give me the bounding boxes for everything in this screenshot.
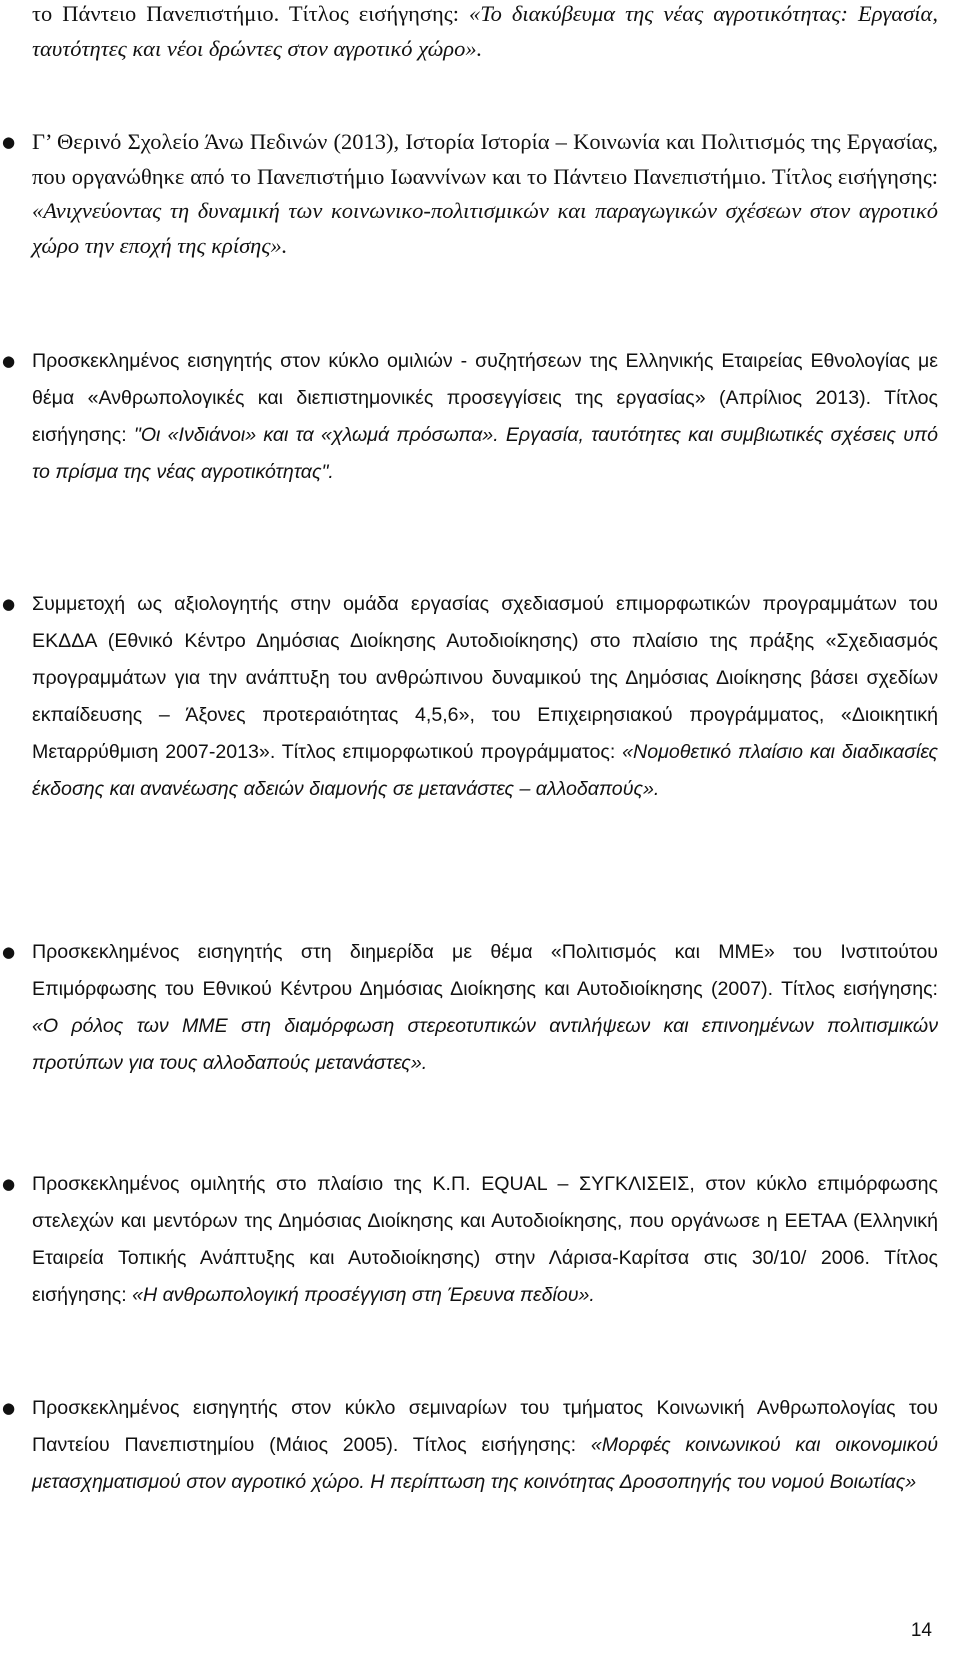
item-text: το Πάντειο Πανεπιστήμιο. Τίτλος εισήγησης: bbox=[32, 1, 469, 26]
lecture-title: «Η ανθρωπολογική προσέγγιση στη Έρευνα πεδίου». bbox=[132, 1284, 595, 1306]
list-item bbox=[32, 0, 938, 66]
lecture-title: "Οι «Ινδιάνοι» και τα «χλωμά πρόσωπα». Εργασία, ταυτότητες και συμβιωτικές σχέσεις υπό το πρίσμα της νέας αγροτικότητας". bbox=[32, 424, 938, 483]
bullet-icon: ● bbox=[2, 1175, 16, 1193]
lecture-title: «Μορφές κοινωνικού και οικονομικού μετασχηματισμού στον αγροτικό χώρο. Η περίπτωση της κοινότητας Δροσοπηγής του νομού Βοιωτίας» bbox=[32, 1434, 938, 1493]
item-paragraph bbox=[32, 934, 938, 1082]
bullet-icon: ● bbox=[2, 133, 16, 151]
item-text: Προσκεκλημένος εισηγητής στον κύκλο σεμιναρίων του τμήματος Κοινωνική Ανθρωπολογίας του Παντείου Πανεπιστημίου (Μάιος 2005). Τίτλος εισήγησης: bbox=[32, 1397, 938, 1456]
bullet-icon: ● bbox=[2, 943, 16, 961]
lecture-title: «Ο ρόλος των ΜΜΕ στη διαμόρφωση στερεοτυπικών αντιλήψεων και επινοημένων πολιτισμικών προτύπων για τους αλλοδαπούς μετανάστες». bbox=[32, 1015, 938, 1074]
lecture-title: «Το διακύβευμα της νέας αγροτικότητας: Εργασία, ταυτότητες και νέοι δρώντες στον αγροτικό χώρο». bbox=[32, 1, 938, 61]
item-text: Προσκεκλημένος ομιλητής στο πλαίσιο της Κ.Π. EQUAL – ΣΥΓΚΛΙΣΕΙΣ, στον κύκλο επιμόρφωσης στελεχών και μεντόρων της Δημόσιας Διοίκησης και Αυτοδιοίκησης, που οργάνωσε η ΕΕΤΑΑ (Ελληνική Εταιρεία Τοπικής Ανάπτυξης και Αυτοδιοίκησης) στην Λάρισα-Καρίτσα στις 30/10/ 2006. Τίτλος εισήγησης: bbox=[32, 1173, 938, 1306]
item-paragraph bbox=[32, 343, 938, 491]
bullet-icon: ● bbox=[2, 1399, 16, 1417]
lecture-title: «Ανιχνεύοντας τη δυναμική των κοινωνικο-πολιτισμικών και παραγωγικών σχέσεων στον αγροτικό χώρο την εποχή της κρίσης». bbox=[32, 198, 938, 258]
list-item bbox=[2, 343, 938, 491]
item-text: Συμμετοχή ως αξιολογητής στην ομάδα εργασίας σχεδιασμού επιμορφωτικών προγραμμάτων του ΕΚΔΔΑ (Εθνικό Κέντρο Δημόσιας Διοίκησης Αυτοδιοίκησης) στο πλαίσιο της πράξης «Σχεδιασμός προγραμμάτων για την ανάπτυξη του ανθρώπινου δυναμικού της Δημόσιας Διοίκησης βάσει σχεδίων εκπαίδευσης – Άξονες προτεραιότητας 4,5,6», του Επιχειρησιακού προγράμματος, «Διοικητική Μεταρρύθμιση 2007-2013». Τίτλος επιμορφωτικού προγράμματος: bbox=[32, 593, 938, 763]
page-number: 14 bbox=[910, 1620, 932, 1641]
item-paragraph bbox=[32, 1166, 938, 1314]
item-text: Προσκεκλημένος εισηγητής στη διημερίδα με θέμα «Πολιτισμός και ΜΜΕ» του Ινστιτούτου Επιμόρφωσης του Εθνικού Κέντρου Δημόσιας Διοίκησης και Αυτοδιοίκησης (2007). Τίτλος εισήγησης: bbox=[32, 941, 938, 1000]
list-item bbox=[2, 125, 938, 263]
bullet-icon: ● bbox=[2, 352, 16, 370]
item-paragraph bbox=[32, 1390, 938, 1501]
list-item bbox=[2, 586, 939, 808]
item-paragraph bbox=[32, 0, 938, 66]
item-paragraph bbox=[32, 125, 938, 263]
item-text: Προσκεκλημένος εισηγητής στον κύκλο ομιλιών - συζητήσεων της Ελληνικής Εταιρείας Εθνολογίας με θέμα «Ανθρωπολογικές και διεπιστημονικές προσεγγίσεις της εργασίας» (Απρίλιος 2013). Τίτλος εισήγησης: bbox=[32, 350, 938, 446]
program-title: «Νομοθετικό πλαίσιο και διαδικασίες έκδοσης και ανανέωσης αδειών διαμονής σε μετανάστες – αλλοδαπούς». bbox=[32, 741, 939, 800]
bullet-icon: ● bbox=[2, 595, 16, 613]
item-paragraph bbox=[32, 586, 938, 808]
list-item bbox=[2, 934, 938, 1082]
item-text: Γ’ Θερινό Σχολείο Άνω Πεδινών (2013), Ιστορία Ιστορία – Κοινωνία και Πολιτισμός της Εργασίας, που οργανώθηκε από το Πανεπιστήμιο Ιωαννίνων και το Πάντειο Πανεπιστήμιο. Τίτλος εισήγησης: bbox=[32, 129, 938, 189]
list-item bbox=[2, 1166, 938, 1314]
list-item bbox=[2, 1390, 938, 1501]
